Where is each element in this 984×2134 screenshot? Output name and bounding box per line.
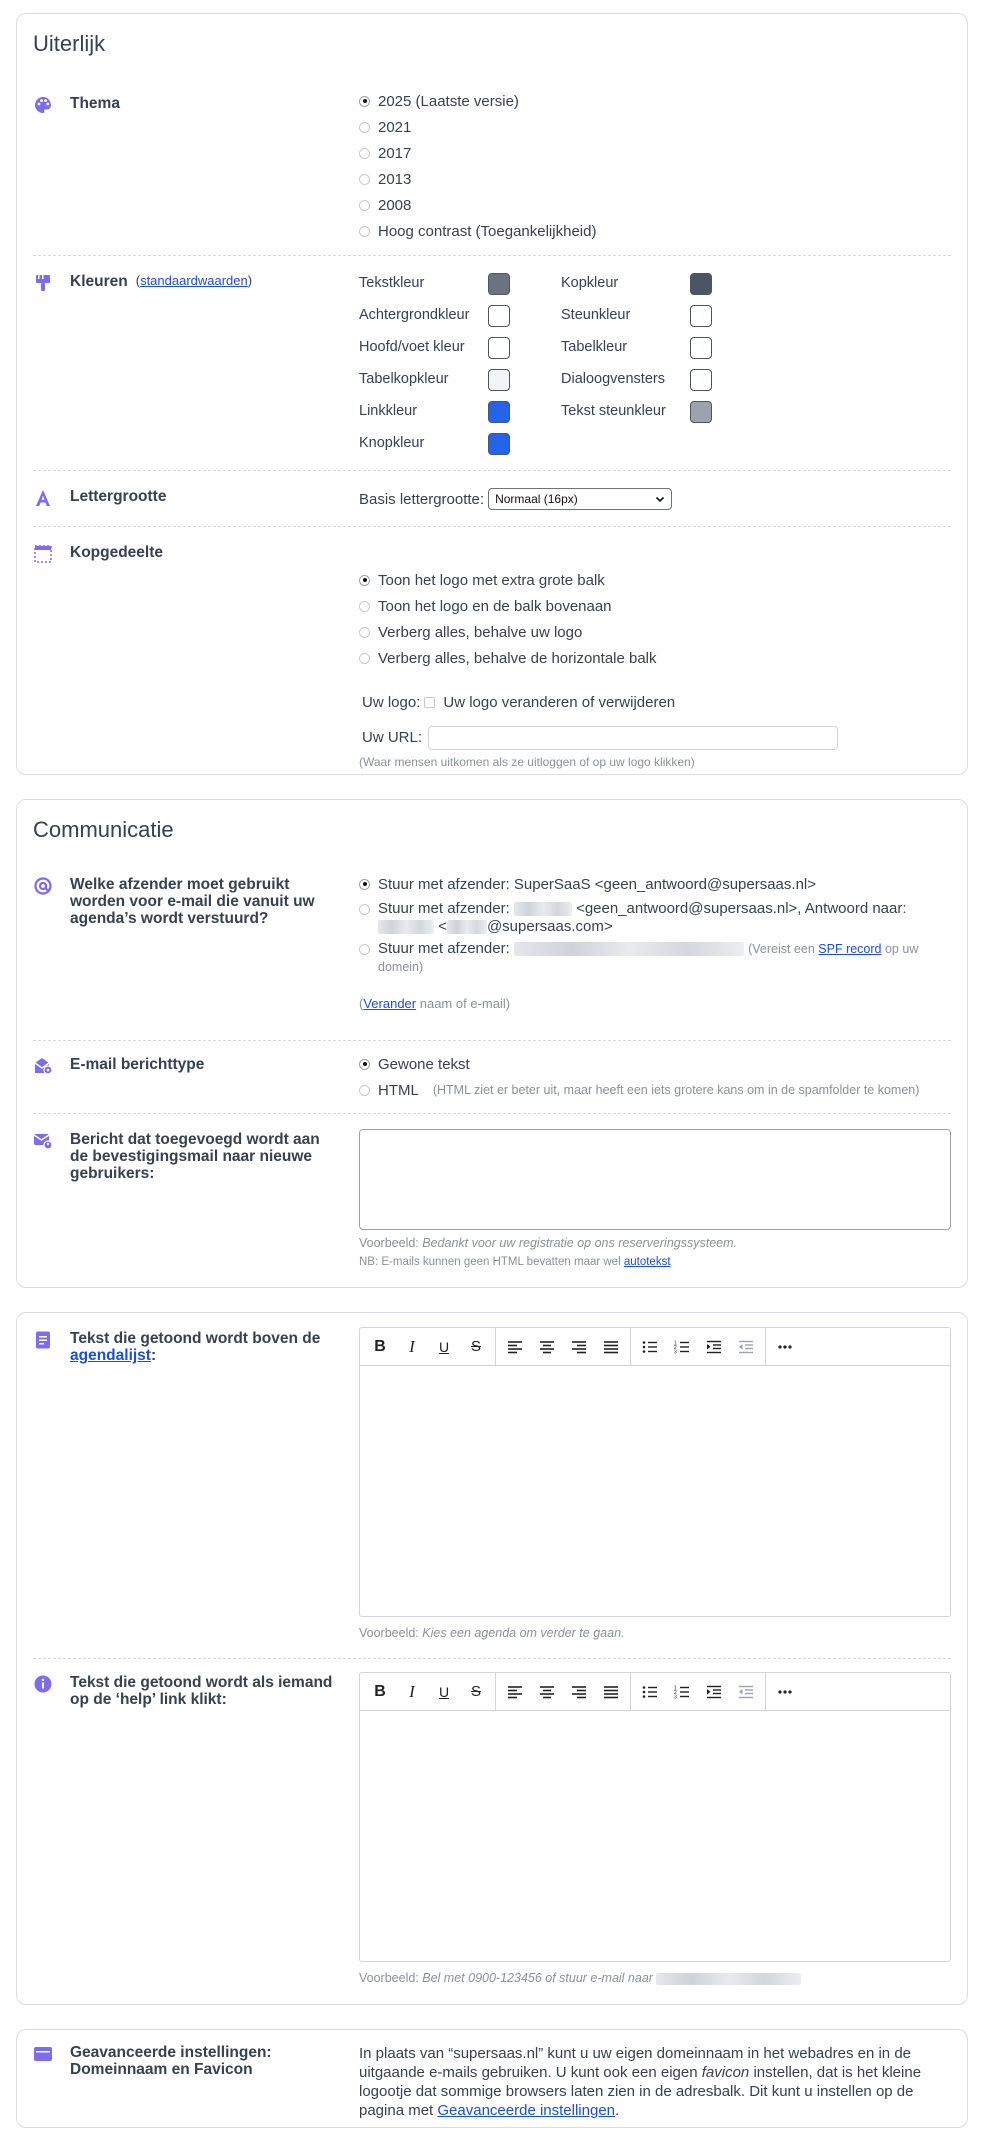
agenda-list-link[interactable]: agendalijst (70, 1347, 151, 1364)
color-swatch[interactable] (690, 305, 712, 327)
label-text: : (150, 1347, 157, 1364)
header-label: Kopgedeelte (70, 544, 164, 561)
sender-option[interactable] (359, 900, 951, 936)
favicon-term: favicon (701, 2064, 750, 2081)
radio[interactable] (359, 174, 370, 185)
above-list-label-row (33, 1330, 333, 1364)
italic-icon[interactable]: I (409, 1336, 415, 1356)
option-label: Stuur met afzender: SuperSaaS <geen_antwoord@supersaas.nl> (378, 875, 817, 893)
theme-label: Thema (70, 95, 120, 112)
color-swatch[interactable] (488, 337, 510, 359)
colors-defaults (136, 273, 252, 293)
confirmation-label-row (33, 1131, 333, 1182)
svg-text:1: 1 (674, 1685, 677, 1691)
logo-checkbox-label: Uw logo veranderen of verwijderen (443, 694, 676, 711)
color-label: Dialoogvensters (561, 371, 665, 387)
confirmation-example (359, 1236, 951, 1250)
divider (33, 470, 951, 471)
align-justify-icon[interactable] (595, 1673, 627, 1711)
editor-toolbar (360, 1673, 950, 1711)
advanced-card (16, 2029, 968, 2128)
color-swatch[interactable] (488, 305, 510, 327)
bullet-list-icon[interactable] (634, 1328, 666, 1366)
advanced-settings-link[interactable]: Geavanceerde instellingen (437, 2102, 616, 2119)
font-size-select[interactable] (488, 488, 672, 510)
note-text: op uw (884, 942, 919, 956)
svg-text:3: 3 (674, 1694, 677, 1699)
option-text: <geen_antwoord@supersaas.nl>, Antwoord naar: (576, 900, 907, 917)
radio[interactable] (359, 226, 370, 237)
paint-brush-icon (33, 273, 53, 293)
url-input[interactable] (428, 726, 838, 750)
browser-window-icon (33, 2044, 53, 2064)
above-list-example (359, 1626, 951, 1640)
help-label-row (33, 1674, 333, 1708)
header-option[interactable] (359, 567, 951, 593)
example-prefix: Voorbeeld: (359, 1971, 419, 1985)
sender-option[interactable] (359, 940, 951, 976)
color-swatch[interactable] (488, 401, 510, 423)
palette-icon (33, 95, 53, 115)
example-text: Bel met 0900-123456 of stuur e-mail naar (422, 1971, 653, 1985)
message-type-options (359, 1051, 951, 1103)
header-option[interactable] (359, 645, 951, 671)
strikethrough-icon[interactable]: S (470, 1338, 481, 1355)
theme-options (359, 88, 951, 244)
spf-record-link[interactable]: SPF record (818, 942, 882, 956)
svg-text:3: 3 (674, 1349, 677, 1354)
option-label: Verberg alles, behalve de horizontale balk (378, 649, 657, 667)
appearance-card (16, 13, 968, 775)
color-label: Achtergrondkleur (359, 307, 470, 323)
paren: ( (359, 996, 364, 1011)
divider (33, 1040, 951, 1041)
color-swatch[interactable] (690, 401, 712, 423)
option-label: 2013 (378, 170, 412, 188)
url-help: (Waar mensen uitkomen als ze uitloggen of op uw logo klikken) (359, 755, 695, 769)
message-type-label-row (33, 1056, 333, 1076)
more-icon[interactable] (769, 1673, 801, 1711)
editor-toolbar (360, 1328, 950, 1366)
option-label: Gewone tekst (378, 1055, 470, 1073)
color-swatch[interactable] (488, 369, 510, 391)
change-link[interactable]: Verander (363, 996, 417, 1011)
toolbar-separator (765, 1328, 766, 1366)
at-sign-icon (33, 876, 53, 896)
redacted-name (514, 902, 572, 916)
font-size-icon (33, 488, 53, 508)
option-label (378, 940, 918, 976)
confirmation-label: Bericht dat toegevoegd wordt aan de bevestigingsmail naar nieuwe gebruikers: (70, 1131, 320, 1182)
advanced-label: Geavanceerde instellingen: Domeinnaam en Favicon (70, 2044, 272, 2078)
chevron-down-icon (655, 494, 665, 504)
texts-card (16, 1312, 968, 2005)
align-right-icon[interactable] (563, 1328, 595, 1366)
document-icon (33, 1330, 53, 1350)
outdent-icon[interactable] (730, 1328, 762, 1366)
strikethrough-icon[interactable]: S (470, 1683, 481, 1700)
message-type-option[interactable] (359, 1077, 951, 1103)
color-swatch[interactable] (690, 337, 712, 359)
option-label: Toon het logo en de balk bovenaan (378, 597, 612, 615)
radio[interactable] (359, 122, 370, 133)
radio-selected[interactable] (359, 1059, 370, 1070)
indent-icon[interactable] (698, 1673, 730, 1711)
theme-option[interactable] (359, 218, 951, 244)
color-label: Tekst steunkleur (561, 403, 666, 419)
communication-card (16, 799, 968, 1288)
outdent-icon[interactable] (730, 1673, 762, 1711)
color-swatch[interactable] (690, 273, 712, 295)
radio-selected[interactable] (359, 96, 370, 107)
theme-option[interactable] (359, 88, 951, 114)
radio[interactable] (359, 627, 370, 638)
bold-icon[interactable]: B (374, 1682, 386, 1700)
editor-content[interactable] (360, 1366, 950, 1616)
redacted-email (447, 920, 487, 934)
url-label: Uw URL: (362, 729, 423, 746)
change-text: naam of e-mail) (419, 996, 511, 1011)
svg-text:2: 2 (674, 1689, 677, 1696)
redacted-address (514, 942, 744, 956)
option-text: Stuur met afzender: (378, 900, 510, 917)
example-text: Kies een agenda om verder te gaan. (422, 1626, 625, 1640)
radio[interactable] (359, 148, 370, 159)
radio[interactable] (359, 1085, 370, 1096)
divider (33, 526, 951, 527)
radio[interactable] (359, 653, 370, 664)
option-label: 2008 (378, 196, 412, 214)
logo-label: Uw logo: (362, 694, 421, 711)
header-layout-icon (33, 544, 53, 564)
change-sender (359, 996, 951, 1011)
option-label: 2017 (378, 144, 412, 162)
option-text: @supersaas.com> (486, 918, 613, 935)
radio-selected[interactable] (359, 575, 370, 586)
option-label: HTML (378, 1081, 419, 1099)
header-options (359, 567, 951, 671)
radio[interactable] (359, 200, 370, 211)
redacted-name (378, 920, 434, 934)
sender-label: Welke afzender moet gebruikt worden voor e-mail die vanuit uw agenda’s wordt verstuurd? (70, 876, 315, 927)
paren: ( (135, 273, 141, 288)
above-list-editor[interactable] (359, 1327, 951, 1617)
numbered-list-icon[interactable] (666, 1328, 698, 1366)
more-icon[interactable] (769, 1328, 801, 1366)
envelope-user-icon (33, 1131, 53, 1151)
divider (33, 255, 951, 256)
font-size-label: Lettergrootte (70, 488, 167, 505)
font-size-field (359, 488, 951, 510)
select-value: Normaal (16px) (495, 492, 578, 506)
advanced-text (359, 2044, 951, 2120)
sender-options (359, 871, 951, 1011)
period: . (615, 2102, 620, 2119)
note-text: (Vereist een (748, 942, 815, 956)
align-justify-icon[interactable] (595, 1328, 627, 1366)
radio-selected[interactable] (359, 879, 370, 890)
info-icon (33, 1674, 53, 1694)
color-grid (359, 273, 984, 463)
color-label: Hoofd/voet kleur (359, 339, 465, 355)
help-label: Tekst die getoond wordt als iemand op de ‘help’ link klikt: (70, 1674, 333, 1708)
color-label: Kopkleur (561, 275, 619, 291)
color-swatch[interactable] (488, 273, 510, 295)
color-label: Tabelkopkleur (359, 371, 449, 387)
example-prefix: Voorbeeld: (359, 1626, 419, 1640)
redacted-email (656, 1973, 801, 1985)
color-swatch[interactable] (488, 433, 510, 455)
radio[interactable] (359, 944, 370, 955)
section-title: Communicatie (33, 817, 174, 842)
color-label: Knopkleur (359, 435, 425, 451)
theme-option[interactable] (359, 140, 951, 166)
toolbar-separator (495, 1673, 496, 1711)
note-text: domein) (378, 960, 424, 974)
color-label: Tekstkleur (359, 275, 425, 291)
underline-icon[interactable]: U (438, 1683, 450, 1700)
italic-icon[interactable]: I (409, 1681, 415, 1701)
color-label: Steunkleur (561, 307, 631, 323)
option-text: Stuur met afzender: (378, 940, 510, 957)
svg-text:2: 2 (674, 1344, 677, 1351)
theme-label-row (33, 95, 333, 115)
option-label: 2021 (378, 118, 412, 136)
option-label: Hoog contrast (Toegankelijkheid) (378, 222, 597, 240)
example-prefix: Voorbeeld: (359, 1236, 419, 1250)
logo-row (359, 694, 951, 711)
color-swatch[interactable] (690, 369, 712, 391)
font-size-label-row (33, 488, 333, 508)
defaults-link[interactable]: standaardwaarden (140, 273, 248, 288)
label-text: Tekst die getoond wordt boven de (70, 1330, 321, 1347)
header-option[interactable] (359, 593, 951, 619)
confirmation-note (359, 1256, 951, 1268)
html-note: (HTML ziet er beter uit, maar heeft een iets grotere kans om in de spamfolder te komen) (432, 1083, 920, 1097)
bold-icon[interactable]: B (374, 1337, 386, 1355)
option-text: < (438, 918, 447, 935)
section-title: Uiterlijk (33, 31, 106, 56)
colors-label: Kleuren (70, 273, 128, 290)
divider (33, 1113, 951, 1114)
advanced-text-part: In plaats van “supersaas.nl” kunt u uw eigen domeinnaam in het webadres en in de uitgaande e-mails gebruiken. U kunt ook een eigen (359, 2045, 912, 2081)
toolbar-separator (495, 1328, 496, 1366)
example-text: Bedankt voor uw registratie op ons reserveringssysteem. (422, 1236, 737, 1250)
advanced-label-row (33, 2044, 333, 2078)
help-editor[interactable] (359, 1672, 951, 1962)
indent-icon[interactable] (698, 1328, 730, 1366)
help-example (359, 1971, 951, 1985)
radio[interactable] (359, 904, 370, 915)
option-label: Verberg alles, behalve uw logo (378, 623, 583, 641)
option-label: 2025 (Laatste versie) (378, 92, 519, 110)
numbered-list-icon[interactable] (666, 1673, 698, 1711)
align-left-icon[interactable] (499, 1328, 531, 1366)
sender-label-row (33, 876, 333, 927)
svg-text:1: 1 (674, 1340, 677, 1346)
theme-option[interactable] (359, 114, 951, 140)
color-label: Linkkleur (359, 403, 418, 419)
bullet-list-icon[interactable] (634, 1673, 666, 1711)
font-size-field-label: Basis lettergrootte: (359, 490, 485, 508)
align-center-icon[interactable] (531, 1673, 563, 1711)
message-type-option[interactable] (359, 1051, 951, 1077)
underline-icon[interactable]: U (438, 1338, 450, 1355)
paren: ) (247, 273, 253, 288)
above-list-label (70, 1330, 320, 1364)
confirmation-textarea[interactable] (359, 1129, 951, 1230)
editor-content[interactable] (360, 1711, 950, 1961)
align-left-icon[interactable] (499, 1673, 531, 1711)
radio[interactable] (359, 601, 370, 612)
envelope-settings-icon (33, 1056, 53, 1076)
advanced-text-part: instellen, dat is het kleine logootje dat sommige browsers laten zien in de adresbalk. Dit kunt u instellen op de pagina met (359, 2064, 922, 2119)
logo-checkbox[interactable] (424, 697, 435, 708)
divider (33, 1658, 951, 1659)
toolbar-separator (630, 1673, 631, 1711)
toolbar-separator (765, 1673, 766, 1711)
header-option[interactable] (359, 619, 951, 645)
theme-option[interactable] (359, 192, 951, 218)
message-type-label: E-mail berichttype (70, 1056, 205, 1073)
theme-option[interactable] (359, 166, 951, 192)
note-text: NB: E-mails kunnen geen HTML bevatten maar wel (359, 1256, 621, 1268)
align-right-icon[interactable] (563, 1673, 595, 1711)
autotext-link[interactable]: autotekst (623, 1256, 671, 1268)
toolbar-separator (630, 1328, 631, 1366)
option-label (378, 900, 907, 936)
header-label-row (33, 544, 333, 564)
align-center-icon[interactable] (531, 1328, 563, 1366)
colors-label-row (33, 273, 333, 293)
sender-option[interactable] (359, 871, 951, 897)
option-label: Toon het logo met extra grote balk (378, 571, 605, 589)
color-label: Tabelkleur (561, 339, 628, 355)
